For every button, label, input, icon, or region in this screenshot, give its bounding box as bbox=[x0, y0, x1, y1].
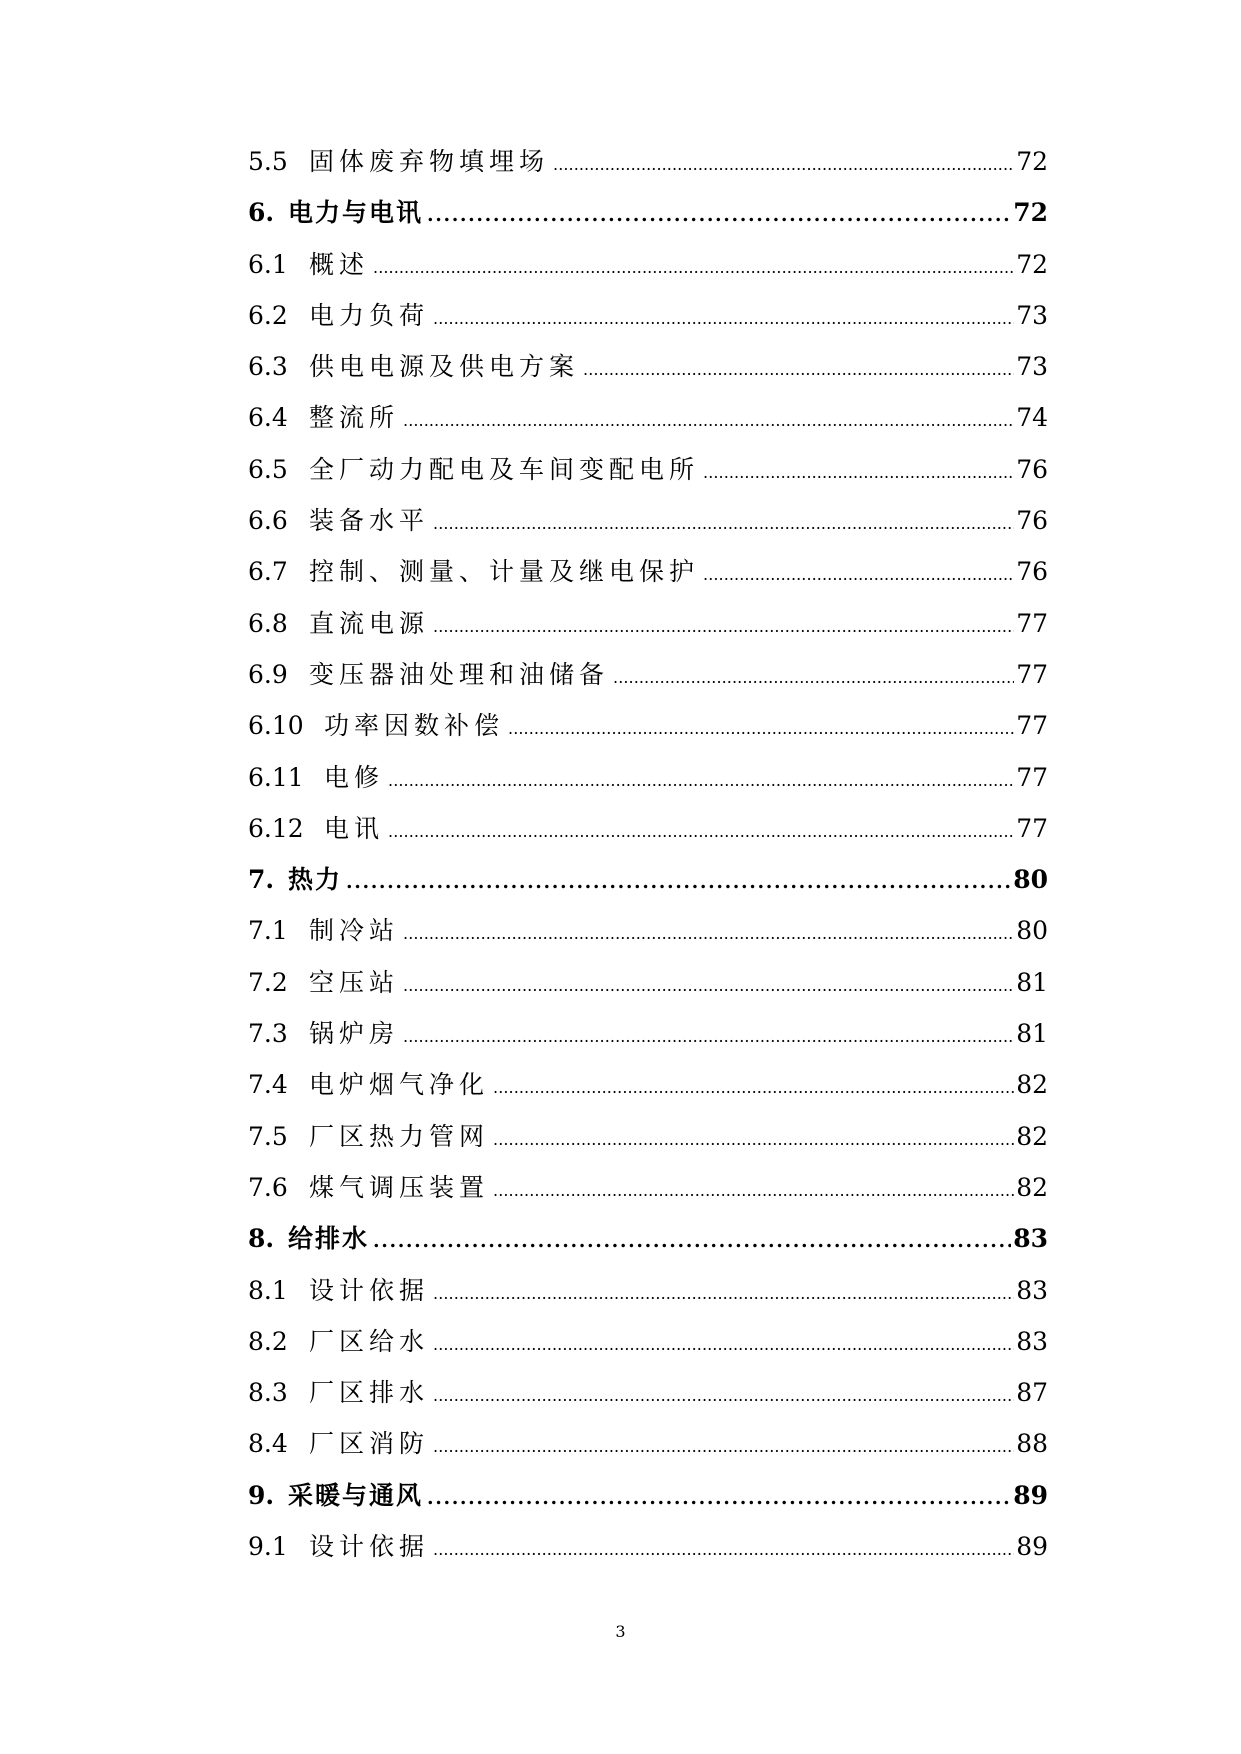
toc-entry-title: 给排水 bbox=[288, 1224, 370, 1254]
toc-section-entry[interactable] bbox=[248, 914, 1048, 965]
toc-entry-page: 72 bbox=[1016, 147, 1048, 176]
toc-section-entry[interactable] bbox=[248, 1427, 1048, 1478]
toc-entry-title: 供电电源及供电方案 bbox=[309, 352, 580, 382]
toc-entry-title: 装备水平 bbox=[309, 506, 430, 536]
toc-entry-title: 采暖与通风 bbox=[288, 1480, 424, 1510]
toc-dot-leader bbox=[373, 1224, 1011, 1258]
toc-entry-page: 80 bbox=[1013, 865, 1048, 895]
toc-entry-page: 77 bbox=[1016, 659, 1048, 689]
toc-dot-leader bbox=[346, 865, 1011, 899]
toc-entry-page: 81 bbox=[1016, 1019, 1048, 1049]
toc-entry-number: 9.1 bbox=[248, 1532, 288, 1562]
toc-entry-number: 6.10 bbox=[248, 711, 304, 741]
toc-dot-leader bbox=[493, 1123, 1014, 1157]
toc-entry-number: 6.4 bbox=[248, 403, 288, 433]
toc-chapter-entry[interactable] bbox=[248, 1222, 1048, 1273]
toc-entry-title: 厂区给水 bbox=[309, 1326, 430, 1356]
toc-entry-page: 82 bbox=[1016, 1121, 1048, 1151]
toc-entry-title: 电修 bbox=[324, 762, 385, 792]
toc-dot-leader bbox=[613, 661, 1014, 695]
toc-dot-leader bbox=[553, 148, 1014, 182]
toc-entry-page: 82 bbox=[1016, 1070, 1048, 1100]
toc-dot-leader bbox=[508, 712, 1014, 746]
toc-entry-page: 73 bbox=[1016, 352, 1048, 382]
toc-entry-page: 77 bbox=[1016, 608, 1048, 638]
table-of-contents bbox=[248, 145, 1048, 1581]
toc-section-entry[interactable] bbox=[248, 555, 1048, 606]
toc-entry-number: 6.12 bbox=[248, 813, 304, 843]
toc-entry-title: 厂区消防 bbox=[309, 1429, 430, 1459]
toc-entry-title: 控制、测量、计量及继电保护 bbox=[309, 557, 700, 587]
toc-entry-page: 77 bbox=[1016, 711, 1048, 741]
toc-entry-title: 概述 bbox=[309, 249, 370, 279]
toc-section-entry[interactable] bbox=[248, 1325, 1048, 1376]
toc-entry-number: 7.2 bbox=[248, 967, 288, 997]
toc-entry-page: 83 bbox=[1016, 1326, 1048, 1356]
toc-entry-title: 热力 bbox=[288, 865, 343, 895]
toc-dot-leader bbox=[703, 456, 1014, 490]
toc-entry-page: 83 bbox=[1016, 1275, 1048, 1305]
toc-entry-title: 全厂动力配电及车间变配电所 bbox=[309, 454, 700, 484]
toc-section-entry[interactable] bbox=[248, 299, 1048, 350]
toc-dot-leader bbox=[433, 1379, 1014, 1413]
toc-entry-page: 82 bbox=[1016, 1172, 1048, 1202]
toc-entry-number: 6.3 bbox=[248, 352, 288, 382]
toc-entry-page: 77 bbox=[1016, 762, 1048, 792]
page-number: 3 bbox=[615, 1622, 626, 1641]
toc-entry-page: 89 bbox=[1013, 1480, 1048, 1510]
toc-section-entry[interactable] bbox=[248, 607, 1048, 658]
toc-entry-title: 制冷站 bbox=[309, 916, 400, 946]
toc-dot-leader bbox=[493, 1071, 1014, 1105]
toc-entry-number: 8.1 bbox=[248, 1275, 288, 1305]
toc-entry-page: 74 bbox=[1016, 403, 1048, 433]
toc-entry-page: 87 bbox=[1016, 1378, 1048, 1408]
toc-entry-title: 电力与电讯 bbox=[288, 198, 424, 228]
toc-chapter-entry[interactable] bbox=[248, 863, 1048, 914]
toc-entry-number: 5.5 bbox=[248, 147, 288, 176]
toc-entry-page: 88 bbox=[1016, 1429, 1048, 1459]
toc-section-entry[interactable] bbox=[248, 1274, 1048, 1325]
toc-dot-leader bbox=[427, 198, 1011, 232]
toc-entry-page: 73 bbox=[1016, 300, 1048, 330]
toc-entry-number: 6.2 bbox=[248, 300, 288, 330]
toc-section-entry[interactable] bbox=[248, 504, 1048, 555]
toc-entry-number: 8. bbox=[248, 1224, 275, 1254]
toc-dot-leader bbox=[433, 1430, 1014, 1464]
toc-dot-leader bbox=[703, 558, 1014, 592]
toc-dot-leader bbox=[403, 404, 1014, 438]
toc-entry-number: 7.6 bbox=[248, 1172, 288, 1202]
toc-entry-title: 变压器油处理和油储备 bbox=[309, 659, 610, 689]
toc-section-entry[interactable] bbox=[248, 1171, 1048, 1222]
toc-entry-number: 6.6 bbox=[248, 506, 288, 536]
toc-entry-page: 83 bbox=[1013, 1224, 1048, 1254]
toc-entry-page: 76 bbox=[1016, 454, 1048, 484]
toc-entry-title: 直流电源 bbox=[309, 608, 430, 638]
toc-entry-number: 7.4 bbox=[248, 1070, 288, 1100]
toc-section-entry[interactable] bbox=[248, 966, 1048, 1017]
toc-entry-number: 7. bbox=[248, 865, 275, 895]
toc-entry-page: 76 bbox=[1016, 557, 1048, 587]
toc-entry-title: 厂区热力管网 bbox=[309, 1121, 490, 1151]
toc-section-entry[interactable] bbox=[248, 1068, 1048, 1119]
toc-entry-number: 6.8 bbox=[248, 608, 288, 638]
toc-entry-number: 6.5 bbox=[248, 454, 288, 484]
toc-entry-page: 72 bbox=[1013, 198, 1048, 228]
toc-dot-leader bbox=[433, 1533, 1014, 1567]
toc-dot-leader bbox=[427, 1481, 1011, 1515]
toc-dot-leader bbox=[403, 1020, 1014, 1054]
toc-entry-number: 8.4 bbox=[248, 1429, 288, 1459]
toc-entry-title: 设计依据 bbox=[309, 1532, 430, 1562]
toc-entry-number: 9. bbox=[248, 1480, 275, 1510]
toc-entry-title: 厂区排水 bbox=[309, 1378, 430, 1408]
toc-section-entry[interactable] bbox=[248, 350, 1048, 401]
toc-section-entry[interactable] bbox=[248, 401, 1048, 452]
toc-entry-page: 80 bbox=[1016, 916, 1048, 946]
toc-dot-leader bbox=[373, 251, 1014, 285]
toc-entry-title: 电讯 bbox=[324, 813, 385, 843]
toc-dot-leader bbox=[388, 764, 1014, 798]
toc-entry-page: 72 bbox=[1016, 249, 1048, 279]
toc-entry-title: 锅炉房 bbox=[309, 1019, 400, 1049]
toc-section-entry[interactable] bbox=[248, 709, 1048, 760]
toc-entry-number: 6.9 bbox=[248, 659, 288, 689]
toc-entry-page: 81 bbox=[1016, 967, 1048, 997]
toc-entry-title: 设计依据 bbox=[309, 1275, 430, 1305]
toc-entry-number: 7.5 bbox=[248, 1121, 288, 1151]
toc-entry-title: 电力负荷 bbox=[309, 300, 430, 330]
toc-entry-title: 煤气调压装置 bbox=[309, 1172, 490, 1202]
toc-section-entry[interactable] bbox=[248, 1017, 1048, 1068]
toc-entry-title: 固体废弃物填埋场 bbox=[309, 147, 550, 176]
toc-dot-leader bbox=[493, 1174, 1014, 1208]
toc-section-entry[interactable] bbox=[248, 248, 1048, 299]
toc-entry-page: 89 bbox=[1016, 1532, 1048, 1562]
toc-entry-number: 7.1 bbox=[248, 916, 288, 946]
toc-section-entry[interactable] bbox=[248, 145, 1048, 196]
toc-section-entry[interactable] bbox=[248, 761, 1048, 812]
toc-entry-number: 8.2 bbox=[248, 1326, 288, 1356]
toc-entry-number: 6. bbox=[248, 198, 275, 228]
toc-section-entry[interactable] bbox=[248, 1376, 1048, 1427]
toc-entry-number: 7.3 bbox=[248, 1019, 288, 1049]
toc-dot-leader bbox=[403, 969, 1014, 1003]
toc-entry-title: 电炉烟气净化 bbox=[309, 1070, 490, 1100]
toc-section-entry[interactable] bbox=[248, 812, 1048, 863]
toc-entry-number: 6.1 bbox=[248, 249, 288, 279]
toc-dot-leader bbox=[433, 302, 1014, 336]
toc-section-entry[interactable] bbox=[248, 453, 1048, 504]
toc-entry-page: 77 bbox=[1016, 813, 1048, 843]
toc-section-entry[interactable] bbox=[248, 1530, 1048, 1581]
toc-dot-leader bbox=[433, 1328, 1014, 1362]
toc-section-entry[interactable] bbox=[248, 1120, 1048, 1171]
toc-section-entry[interactable] bbox=[248, 658, 1048, 709]
toc-dot-leader bbox=[433, 1277, 1014, 1311]
toc-entry-title: 整流所 bbox=[309, 403, 400, 433]
toc-entry-number: 6.7 bbox=[248, 557, 288, 587]
toc-entry-number: 8.3 bbox=[248, 1378, 288, 1408]
toc-dot-leader bbox=[433, 507, 1014, 541]
toc-entry-number: 6.11 bbox=[248, 762, 304, 792]
toc-entry-page: 76 bbox=[1016, 506, 1048, 536]
toc-entry-title: 空压站 bbox=[309, 967, 400, 997]
toc-dot-leader bbox=[583, 353, 1014, 387]
toc-entry-title: 功率因数补偿 bbox=[324, 711, 505, 741]
toc-chapter-entry[interactable] bbox=[248, 1479, 1048, 1530]
toc-dot-leader bbox=[388, 815, 1014, 849]
toc-dot-leader bbox=[403, 917, 1014, 951]
toc-chapter-entry[interactable] bbox=[248, 196, 1048, 247]
toc-dot-leader bbox=[433, 610, 1014, 644]
